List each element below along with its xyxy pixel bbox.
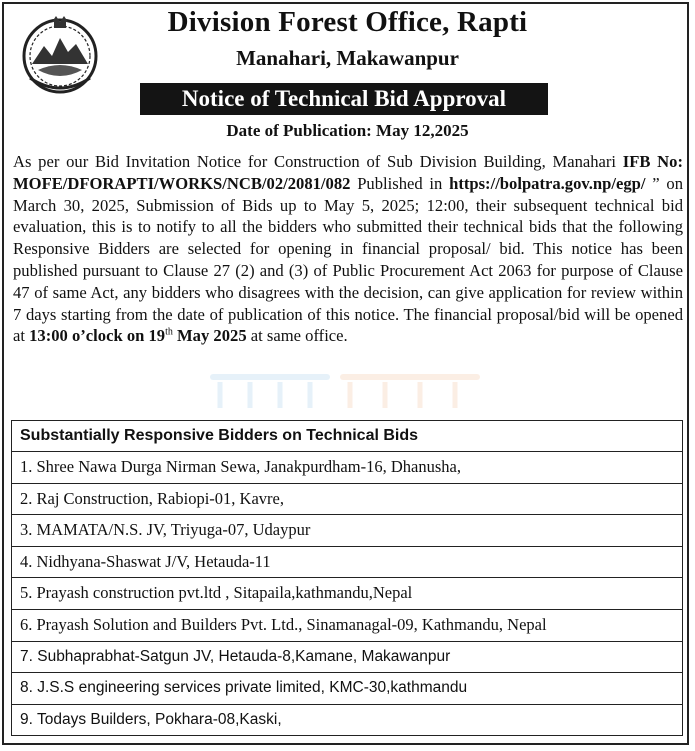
bidder-row-9: 9. Todays Builders, Pokhara-08,Kaski, xyxy=(20,710,282,728)
bidder-row-1: 1. Shree Nawa Durga Nirman Sewa, Janakpurdham-16, Dhanusha, xyxy=(12,452,682,484)
bidder-row-3: 3. MAMATA/N.S. JV, Triyuga-07, Udaypur xyxy=(12,515,682,547)
opening-day-ordinal: th xyxy=(165,326,173,338)
body-text-1: As per our Bid Invitation Notice for Construction of Sub Division Building, Manahari xyxy=(13,152,623,171)
office-title: Division Forest Office, Rapti xyxy=(167,6,528,38)
opening-month-year: May 2025 xyxy=(172,326,247,346)
bidders-table-heading: Substantially Responsive Bidders on Technical Bids xyxy=(12,421,682,452)
notice-title-banner: Notice of Technical Bid Approval xyxy=(140,83,548,115)
bidder-row-8: 8. J.S.S engineering services private limited, KMC-30,kathmandu xyxy=(12,673,682,705)
bidder-row-6: 6. Prayash Solution and Builders Pvt. Ltd., Sinamanagal-09, Kathmandu, Nepal xyxy=(12,610,682,642)
bidder-row-5: 5. Prayash construction pvt.ltd , Sitapaila,kathmandu,Nepal xyxy=(12,578,682,610)
bidder-row-7: 7. Subhaprabhat-Satgun JV, Hetauda-8,Kamane, Makawanpur xyxy=(12,642,682,674)
bidder-row-2: 2. Raj Construction, Rabiopi-01, Kavre, xyxy=(12,484,682,516)
bidder-row-4: 4. Nidhyana-Shaswat J/V, Hetauda-11 xyxy=(12,547,682,579)
bidders-table xyxy=(11,420,683,736)
opening-time: 13:00 o’clock on 19 xyxy=(29,326,166,346)
watermark-logo-icon xyxy=(200,360,500,420)
office-location: Manahari, Makawanpur xyxy=(236,46,459,70)
bolpatra-link[interactable]: https://bolpatra.gov.np/egp/ xyxy=(449,173,646,193)
body-text-4: at same office. xyxy=(246,326,348,346)
ifb-number: IFB No: MOFE/DFORAPTI/WORKS/NCB/02/2081/082 xyxy=(13,152,683,193)
publication-date: Date of Publication: May 12,2025 xyxy=(226,121,469,140)
notice-body xyxy=(13,151,683,347)
body-text-3: ” on March 30, 2025, Submission of Bids up to May 5, 2025; 12:00, their subsequent technical bid evaluation, this is to notify to all the bidders who submitted their technical bids that the following Responsive Bidders are selected for opening in financial proposal/ bid. This notice has been published pursuant to Clause 27 (2) and (3) of Public Procurement Act 2063 for purpose of Clause 47 of same Act, any bidders who disagrees with the decision, can give application for review within 7 days starting from the date of publication of this notice. The financial proposal/bid will be opened at xyxy=(13,173,683,346)
body-text-2: Published in xyxy=(350,173,450,193)
